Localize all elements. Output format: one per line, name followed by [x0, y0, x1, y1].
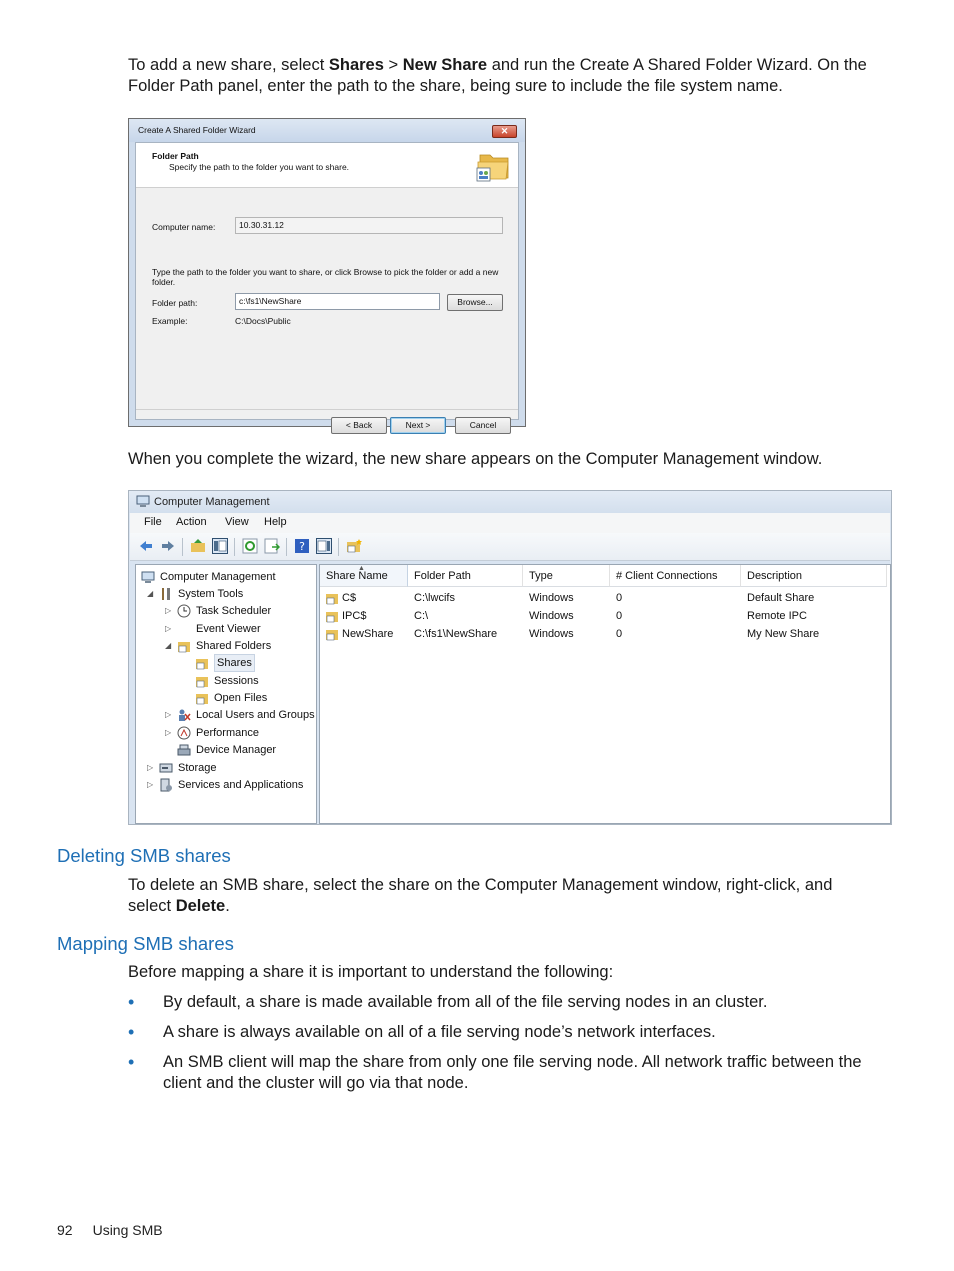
sort-up-icon: ▲ [358, 565, 365, 572]
tree-label: Device Manager [196, 744, 277, 756]
deleting-paragraph [128, 875, 873, 917]
tree-label: Local Users and Groups [196, 709, 315, 721]
computer-icon [136, 495, 150, 508]
computer-name-field: 10.30.31.12 [235, 217, 503, 234]
toolbar-separator [234, 538, 235, 556]
share-type: Windows [529, 610, 574, 622]
cancel-button[interactable]: Cancel [455, 417, 511, 434]
new-share-menu-ref: New Share [402, 56, 488, 74]
shares-menu-ref: Shares [328, 56, 384, 74]
collapsed-arrow-icon[interactable]: ▷ [165, 728, 172, 737]
collapsed-arrow-icon[interactable]: ▷ [165, 606, 172, 615]
services-icon [159, 778, 173, 792]
folder-path: C:\lwcifs [414, 592, 455, 604]
column-header-client-connections[interactable] [610, 565, 741, 587]
up-folder-icon[interactable] [190, 538, 206, 554]
computer-name-label: Computer name: [152, 222, 216, 232]
users-icon [177, 708, 191, 722]
share-name: IPC$ [342, 610, 367, 622]
column-header-folder-path[interactable] [408, 565, 523, 587]
performance-icon [177, 726, 191, 740]
client-connections: 0 [616, 628, 623, 640]
share-type: Windows [529, 628, 574, 640]
column-label: Share Name [326, 570, 388, 582]
example-value: C:\Docs\Public [235, 316, 291, 326]
deleting-text-end: . [225, 897, 230, 915]
cm-title: Computer Management [154, 496, 270, 508]
intro-text: To add a new share, select [128, 56, 329, 74]
cm-toolbar [130, 533, 890, 561]
tree-label: Performance [196, 727, 259, 739]
tree-label: Task Scheduler [196, 605, 272, 617]
cm-title-bar [129, 491, 891, 513]
help-icon[interactable] [294, 538, 310, 554]
clock-icon [177, 604, 191, 618]
deleting-text: To delete an SMB share, select the share on the Computer Management window, right-click, and select [128, 876, 833, 915]
sessions-icon [195, 674, 209, 688]
wizard-title: Create A Shared Folder Wizard [129, 119, 525, 142]
tree-label: Computer Management [160, 571, 276, 583]
cm-menubar [130, 513, 890, 533]
tree-label: System Tools [178, 588, 244, 600]
share-icon [325, 627, 339, 641]
column-label: # Client Connections [616, 570, 718, 582]
next-button[interactable]: Next > [390, 417, 446, 434]
share-name: NewShare [342, 628, 394, 640]
example-label: Example: [152, 316, 188, 326]
column-header-type[interactable] [523, 565, 610, 587]
wizard-header-title: Folder Path [152, 151, 199, 161]
tree-label: Event Viewer [196, 623, 261, 635]
folder-instruction: Type the path to the folder you want to share, or click Browse to pick the folder or add a new folder. [152, 267, 499, 287]
folder-path: C:\fs1\NewShare [414, 628, 498, 640]
collapsed-arrow-icon[interactable]: ▷ [165, 710, 172, 719]
svg-text:?: ? [299, 540, 305, 553]
back-button[interactable]: < Back [331, 417, 387, 434]
mapping-bullet-list [128, 992, 873, 1103]
delete-command-ref: Delete [175, 897, 226, 915]
menu-action[interactable]: Action [176, 516, 207, 528]
folder-path-input[interactable]: c:\fs1\NewShare [235, 293, 440, 310]
folder-path-label: Folder path: [152, 298, 198, 308]
column-header-description[interactable] [741, 565, 887, 587]
shared-folder-icon [476, 149, 512, 183]
client-connections: 0 [616, 592, 623, 604]
mapping-heading: Mapping SMB shares [57, 933, 234, 954]
column-header-share-name[interactable] [320, 565, 408, 587]
share-description: My New Share [747, 628, 820, 640]
wizard-separator [136, 409, 518, 410]
computer-management-window [128, 490, 892, 825]
tools-icon [159, 587, 173, 601]
computer-icon [141, 570, 155, 584]
browse-button[interactable]: Browse... [447, 294, 503, 311]
wizard-header [136, 143, 518, 188]
refresh-icon[interactable] [242, 538, 258, 554]
tree-label: Shared Folders [196, 640, 272, 652]
mapping-intro: Before mapping a share it is important to understand the following: [128, 963, 614, 981]
share-description: Default Share [747, 592, 815, 604]
client-connections: 0 [616, 610, 623, 622]
shares-icon [195, 656, 209, 670]
tree-label: Shares [214, 654, 255, 672]
toolbar-separator [286, 538, 287, 556]
tree-label: Open Files [214, 692, 268, 704]
open-files-icon [195, 691, 209, 705]
wizard-body [135, 142, 519, 430]
column-label: Folder Path [414, 570, 471, 582]
column-label: Description [747, 570, 803, 582]
device-manager-icon [177, 743, 191, 757]
event-viewer-icon [177, 622, 191, 636]
action-pane-icon[interactable] [316, 538, 332, 554]
intro-text-end: and run the Create A Shared Folder Wizard. On the Folder Path panel, enter the path to the share, being sure to include the file system name. [128, 56, 867, 95]
collapsed-arrow-icon[interactable]: ▷ [147, 763, 154, 772]
share-icon [325, 609, 339, 623]
wizard-header-subtitle: Specify the path to the folder you want to share. [169, 162, 350, 172]
column-label: Type [529, 570, 553, 582]
new-share-icon[interactable] [346, 538, 362, 554]
list-item: • By default, a share is made available from all of the file serving nodes in an cluster. [128, 992, 873, 1013]
page-footer [57, 1222, 183, 1238]
cm-tree-pane [135, 564, 317, 824]
cm-list-pane [319, 564, 891, 824]
toolbar-separator [182, 538, 183, 556]
folder-path: C:\ [414, 610, 429, 622]
collapsed-arrow-icon[interactable]: ▷ [165, 624, 172, 633]
close-icon: ✕ [500, 126, 509, 136]
expanded-arrow-icon[interactable]: ◢ [147, 589, 154, 598]
intro-paragraph [128, 55, 873, 97]
collapsed-arrow-icon[interactable]: ▷ [147, 780, 154, 789]
wizard-close-button[interactable] [492, 125, 517, 138]
page-number: 92 [57, 1222, 73, 1238]
share-type: Windows [529, 592, 574, 604]
tree-label: Sessions [214, 675, 259, 687]
share-name: C$ [342, 592, 357, 604]
back-arrow-icon[interactable] [138, 538, 154, 554]
expanded-arrow-icon[interactable]: ◢ [165, 641, 172, 650]
forward-arrow-icon[interactable] [160, 538, 176, 554]
list-item: • An SMB client will map the share from only one file serving node. All network traffic between the client and the cluster will go via that node. [128, 1052, 873, 1094]
footer-section: Using SMB [92, 1222, 163, 1238]
menu-file[interactable]: File [144, 516, 162, 528]
show-hide-tree-icon[interactable] [212, 538, 228, 554]
menu-separator: > [383, 56, 403, 74]
storage-icon [159, 761, 173, 775]
export-list-icon[interactable] [264, 538, 280, 554]
toolbar-separator [338, 538, 339, 556]
list-item: • A share is always available on all of a file serving node’s network interfaces. [128, 1022, 873, 1043]
deleting-heading: Deleting SMB shares [57, 845, 231, 866]
tree-label: Storage [178, 762, 217, 774]
share-icon [325, 591, 339, 605]
tree-label: Services and Applications [178, 779, 304, 791]
share-description: Remote IPC [747, 610, 807, 622]
menu-help[interactable]: Help [264, 516, 287, 528]
shared-folder-icon [177, 639, 191, 653]
menu-view[interactable]: View [225, 516, 249, 528]
between-paragraph: When you complete the wizard, the new share appears on the Computer Management window. [128, 450, 823, 468]
shared-folder-wizard [128, 118, 526, 430]
